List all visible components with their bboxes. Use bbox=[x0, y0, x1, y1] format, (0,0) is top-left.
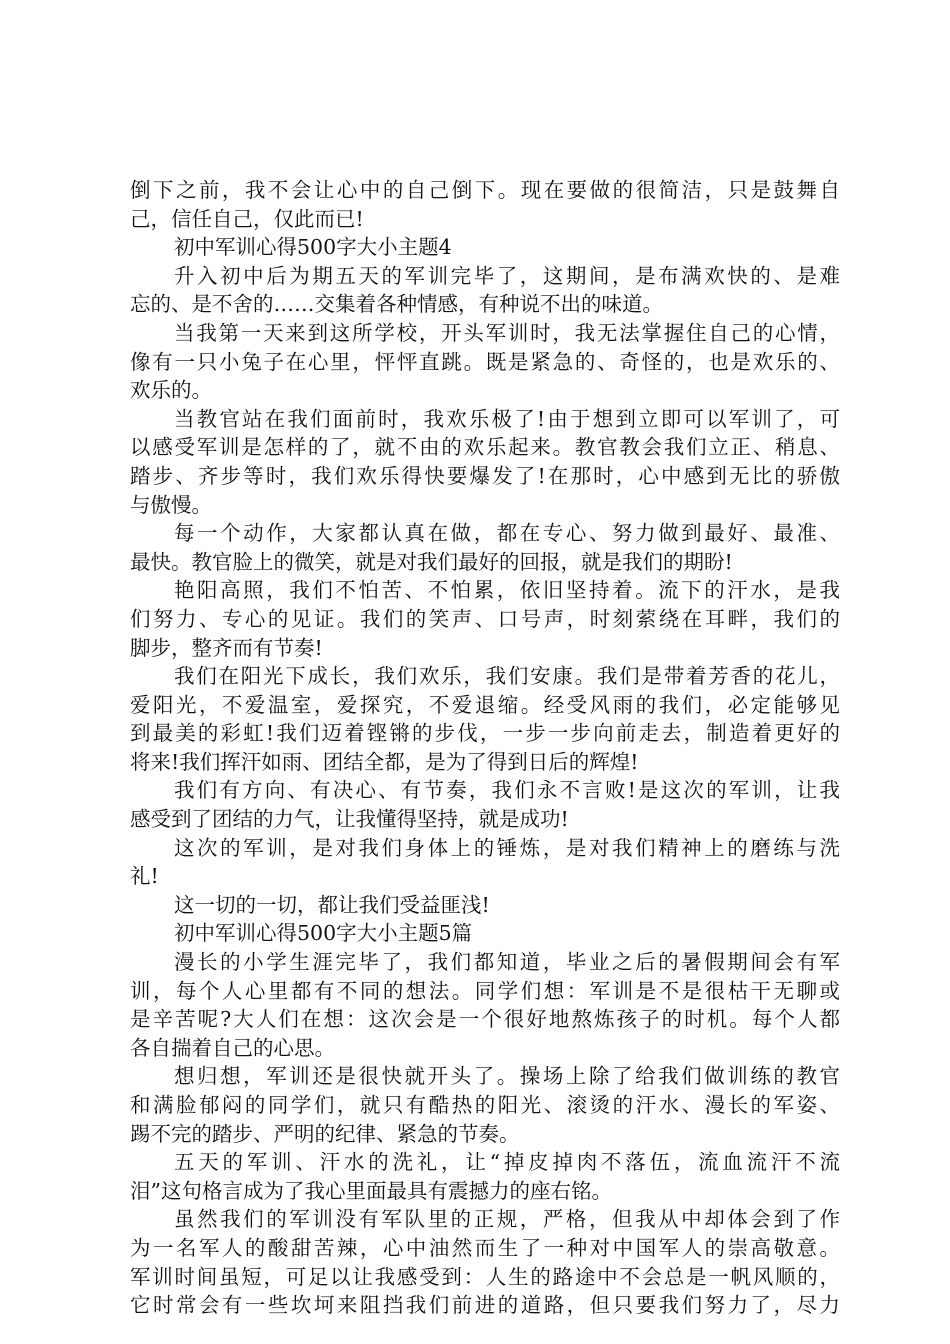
text-line: 和满脸郁闷的同学们，就只有酷热的阳光、滚烫的汗水、漫长的军姿、 bbox=[130, 1093, 840, 1117]
text-line: 军训时间虽短，可足以让我感受到：人生的路途中不会总是一帆风顺的， bbox=[130, 1264, 840, 1289]
text-line: 为一名军人的酸甜苦辣，心中油然而生了一种对中国军人的崇高敬意。 bbox=[130, 1235, 840, 1260]
text-line: 每一个动作，大家都认真在做，都在专心、努力做到最好、最准、 bbox=[174, 521, 840, 546]
text-line: 欢乐的。 bbox=[130, 378, 212, 403]
text-line: 五天的军训、汗水的洗礼，让“掉皮掉肉不落伍，流血流汗不流 bbox=[174, 1150, 840, 1175]
text-line: 这次的军训，是对我们身体上的锤炼，是对我们精神上的磨练与洗 bbox=[174, 835, 840, 860]
text-line: 感受到了团结的力气，让我懂得坚持，就是成功! bbox=[130, 807, 569, 832]
text-line: 将来!我们挥汗如雨、团结全都，是为了得到日后的辉煌! bbox=[130, 749, 639, 774]
text-line: 踢不完的踏步、严明的纪律、紧急的节奏。 bbox=[130, 1121, 520, 1146]
text-line: 踏步、齐步等时，我们欢乐得快要爆发了!在那时，心中感到无比的骄傲 bbox=[130, 463, 840, 488]
text-line: 当我第一天来到这所学校，开头军训时，我无法掌握住自己的心情， bbox=[174, 320, 840, 345]
document-body bbox=[130, 176, 840, 1320]
text-line: 各自揣着自己的心思。 bbox=[130, 1035, 335, 1060]
text-line: 它时常会有一些坎坷来阻挡我们前进的道路，但只要我们努力了，尽力 bbox=[130, 1293, 840, 1318]
text-line: 以感受军训是怎样的了，就不由的欢乐起来。教官教会我们立正、稍息、 bbox=[130, 435, 840, 460]
text-line: 我们有方向、有决心、有节奏，我们永不言败!是这次的军训，让我 bbox=[174, 778, 840, 803]
text-line: 训，每个人心里都有不同的想法。同学们想：军训是不是很枯干无聊或 bbox=[130, 978, 840, 1003]
text-line: 己，信任自己，仅此而已! bbox=[130, 206, 364, 231]
text-line: 到最美的彩虹!我们迈着铿锵的步伐，一步一步向前走去，制造着更好的 bbox=[130, 721, 840, 746]
text-line: 当教官站在我们面前时，我欢乐极了!由于想到立即可以军训了，可 bbox=[174, 406, 840, 431]
text-line: 最快。教官脸上的微笑，就是对我们最好的回报，就是我们的期盼! bbox=[130, 549, 733, 574]
text-line: 漫长的小学生涯完毕了，我们都知道，毕业之后的暑假期间会有军 bbox=[174, 950, 840, 975]
text-line: 初中军训心得500字大小主题4 bbox=[174, 235, 452, 260]
text-line: 泪”这句格言成为了我心里面最具有震撼力的座右铭。 bbox=[130, 1178, 612, 1203]
text-line: 这一切的一切，都让我们受益匪浅! bbox=[174, 892, 490, 917]
text-line: 们努力、专心的见证。我们的笑声、口号声，时刻萦绕在耳畔，我们的 bbox=[130, 606, 840, 631]
text-line: 初中军训心得500字大小主题5篇 bbox=[174, 921, 473, 946]
text-line: 是辛苦呢?大人们在想：这次会是一个很好地熬炼孩子的时机。每个人都 bbox=[130, 1007, 840, 1032]
text-line: 艳阳高照，我们不怕苦、不怕累，依旧坚持着。流下的汗水，是我 bbox=[174, 578, 840, 603]
text-line: 升入初中后为期五天的军训完毕了，这期间，是布满欢快的、是难 bbox=[174, 263, 840, 288]
text-line: 忘的、是不舍的……交集着各种情感，有种说不出的味道。 bbox=[130, 292, 663, 317]
text-line: 倒下之前，我不会让心中的自己倒下。现在要做的很简洁，只是鼓舞自 bbox=[130, 178, 840, 202]
text-line: 爱阳光，不爱温室，爱探究，不爱退缩。经受风雨的我们，必定能够见 bbox=[130, 692, 840, 717]
text-line: 与傲慢。 bbox=[130, 492, 212, 517]
text-line: 礼! bbox=[130, 864, 159, 889]
text-line: 虽然我们的军训没有军队里的正规，严格，但我从中却体会到了作 bbox=[174, 1207, 840, 1232]
text-line: 想归想，军训还是很快就开头了。操场上除了给我们做训练的教官 bbox=[174, 1064, 840, 1089]
text-line: 像有一只小兔子在心里，怦怦直跳。既是紧急的、奇怪的，也是欢乐的、 bbox=[130, 349, 840, 374]
text-line: 我们在阳光下成长，我们欢乐，我们安康。我们是带着芳香的花儿， bbox=[174, 664, 840, 689]
text-line: 脚步，整齐而有节奏! bbox=[130, 635, 323, 660]
